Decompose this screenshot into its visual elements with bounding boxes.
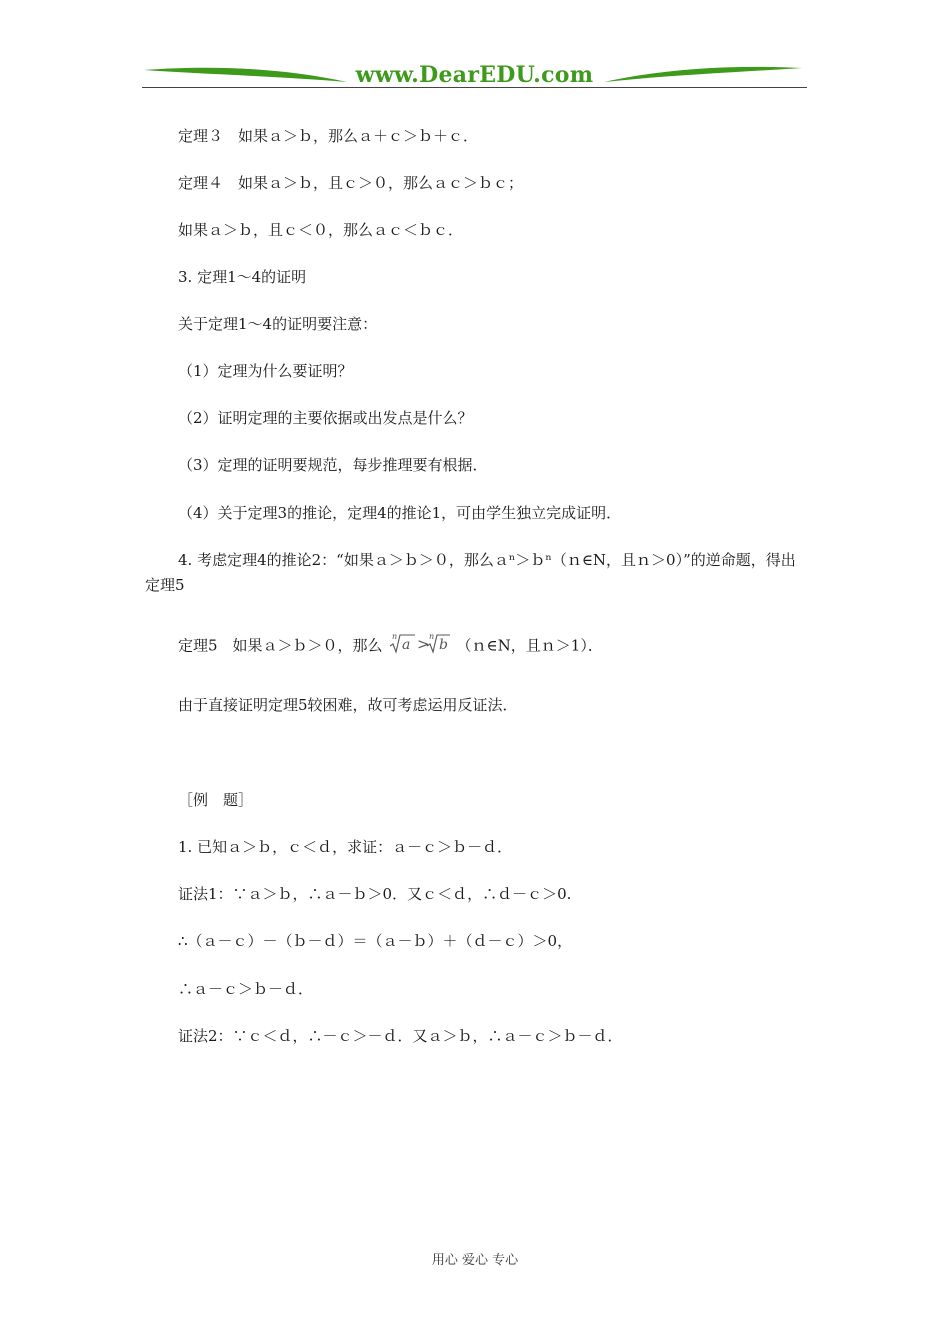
reductio-remark: 由于直接证明定理5较困难，故可考虑运用反证法． [178, 696, 518, 714]
note-1: （1）定理为什么要证明？ [178, 362, 353, 380]
example-heading: ［例 题］ [178, 791, 254, 809]
svg-text:n: n [428, 632, 434, 641]
proof-method-1: 证法1：∵ａ＞ｂ，∴ａ－ｂ＞0．又ｃ＜ｄ，∴ｄ－ｃ＞0. [178, 885, 572, 903]
nth-root-formula-graphic [389, 632, 451, 656]
paragraph-converse: 4. 考虑定理4的推论2：“如果ａ＞ｂ＞０，那么ａⁿ＞ｂⁿ（ｎ∈N，且ｎ＞0）”的逆命题，得出定理5 [145, 551, 796, 594]
theorem-5-text: 定理5 如果ａ＞ｂ＞０，那么 [178, 636, 383, 655]
note-4: （4）关于定理3的推论，定理4的推论1，可由学生独立完成证明． [178, 504, 622, 522]
theorem-5-condition: （ｎ∈N，且ｎ＞1）． [456, 636, 603, 655]
theorem-4: 定理４ 如果ａ＞ｂ，且ｃ＞０，那么ａｃ＞ｂｃ； [178, 174, 524, 192]
proof-method-1-conclusion: ∴ａ－ｃ＞ｂ－ｄ． [178, 980, 314, 998]
root-inequality-formula [389, 632, 451, 661]
svg-text:b: b [438, 637, 448, 653]
svg-text:>: > [416, 635, 430, 653]
proof-notes-intro: 关于定理1～4的证明要注意： [178, 315, 378, 333]
theorem-5 [178, 632, 603, 661]
example-1: 1. 已知ａ＞ｂ，ｃ＜ｄ，求证：ａ－ｃ＞ｂ－ｄ． [178, 838, 513, 856]
site-logo-text[interactable]: www.DearEDU.com [355, 62, 594, 88]
theorem-4-part-2: 如果ａ＞ｂ，且ｃ＜０，那么ａｃ＜ｂｃ． [178, 221, 464, 239]
svg-text:n: n [391, 632, 397, 641]
page-footer: 用心 爱心 专心 [431, 1253, 519, 1268]
proof-method-2: 证法2：∵ｃ＜ｄ，∴－ｃ＞－ｄ．又ａ＞ｂ，∴ａ－ｃ＞ｂ－ｄ． [178, 1027, 623, 1045]
proof-method-1-step: ∴（ａ－ｃ）－（ｂ－ｄ）＝（ａ－ｂ）＋（ｄ－ｃ）＞0， [178, 932, 573, 950]
theorem-3: 定理３ 如果ａ＞ｂ，那么ａ＋ｃ＞ｂ＋ｃ． [178, 127, 479, 145]
note-2: （2）证明定理的主要依据或出发点是什么？ [178, 409, 473, 427]
svg-text:a: a [401, 637, 410, 653]
note-3: （3）定理的证明要规范，每步推理要有根据． [178, 456, 488, 474]
header-rule [142, 87, 807, 88]
heading-proof: 3. 定理1～4的证明 [178, 268, 307, 286]
